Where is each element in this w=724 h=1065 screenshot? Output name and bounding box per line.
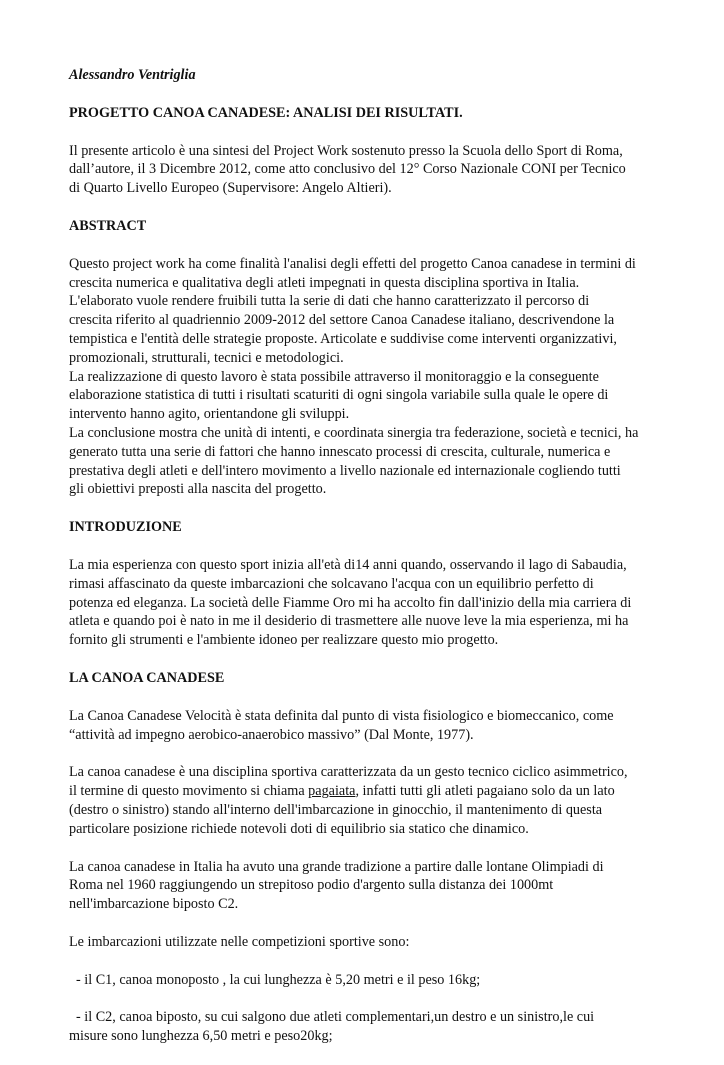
text-line: atleta e quando poi è nato in me il desiderio di trasmettere alle nuove leve la mia esperienza, mi ha	[69, 613, 629, 630]
document-title: PROGETTO CANOA CANADESE: ANALISI DEI RISULTATI.	[69, 104, 463, 121]
text-line: dall’autore, il 3 Dicembre 2012, come atto conclusivo del 12° Corso Nazionale CONI per Tecnico	[69, 161, 626, 178]
text-line: tempistica e l'entità delle strategie proposte. Articolate e suddivise come interventi organizzativi,	[69, 330, 617, 347]
text-line: - il C1, canoa monoposto , la cui lunghezza è 5,20 metri e il peso 16kg;	[76, 971, 481, 988]
text-line: fornito gli strumenti e l'ambiente idoneo per realizzare questo mio progetto.	[69, 632, 499, 649]
text-line: Le imbarcazioni utilizzate nelle competizioni sportive sono:	[69, 933, 410, 950]
canoa-history-paragraph	[69, 858, 661, 914]
intro-paragraph	[69, 142, 661, 198]
text-line: rimasi affascinato da queste imbarcazioni che solcavano l'acqua con un equilibrio perfetto di	[69, 575, 594, 592]
author-name: Alessandro Ventriglia	[69, 67, 196, 83]
text-line: particolare posizione richiede notevoli doti di equilibrio sia statico che dinamico.	[69, 820, 529, 837]
text-line: promozionali, strutturali, tecnici e metodologici.	[69, 349, 344, 366]
text-line: (destro o sinistro) stando all'interno dell'imbarcazione in ginocchio, il mantenimento di questa	[69, 801, 603, 818]
text-line: intervento hanno agito, orientandone gli sviluppi.	[69, 406, 350, 423]
text-line: prestativa degli atleti e dell'intero movimento a livello nazionale ed internazionale cogliendo tutti	[69, 462, 621, 479]
text-line: gli obiettivi preposti alla nascita del progetto.	[69, 481, 327, 498]
text-line: nell'imbarcazione biposto C2.	[69, 896, 239, 913]
text-line: Il presente articolo è una sintesi del Project Work sostenuto presso la Scuola dello Sport di Roma,	[69, 142, 623, 159]
abstract-heading: ABSTRACT	[69, 217, 147, 234]
text-line	[69, 782, 661, 801]
text-line: La canoa canadese in Italia ha avuto una grande tradizione a partire dalle lontane Olimpiadi di	[69, 858, 604, 875]
text-line: potenza ed eleganza. La società delle Fiamme Oro mi ha accolto fin dall'inizio della mia carriera di	[69, 594, 632, 611]
text-line: La Canoa Canadese Velocità è stata definita dal punto di vista fisiologico e biomeccanico, come	[69, 707, 614, 724]
list-item-c2	[69, 1008, 661, 1046]
text-fragment: , infatti tutti gli atleti pagaiano solo da un lato	[355, 783, 615, 800]
text-line: - il C2, canoa biposto, su cui salgono due atleti complementari,un destro e un sinistro,le cui	[76, 1009, 595, 1026]
abstract-paragraph	[69, 255, 661, 499]
pagaiata-term: pagaiata	[308, 783, 356, 800]
text-line: elaborazione statistica di tutti i risultati scaturiti di ogni singola variabile sulla quale le opere di	[69, 387, 609, 404]
canoa-definition-paragraph	[69, 707, 661, 745]
text-line: “attività ad impegno aerobico-anaerobico massivo” (Dal Monte, 1977).	[69, 726, 474, 743]
canoa-canadese-heading: LA CANOA CANADESE	[69, 669, 225, 686]
text-line: Roma nel 1960 raggiungendo un strepitoso podio d'argento sulla distanza dei 1000mt	[69, 877, 554, 894]
text-line: La realizzazione di questo lavoro è stata possibile attraverso il monitoraggio e la conseguente	[69, 368, 599, 385]
text-line: misure sono lunghezza 6,50 metri e peso20kg;	[69, 1028, 333, 1045]
text-line: di Quarto Livello Europeo (Supervisore: Angelo Altieri).	[69, 180, 392, 197]
text-line: generato tutta una serie di fattori che hanno innescato processi di crescita, culturale, numerica e	[69, 443, 611, 460]
canoa-discipline-paragraph	[69, 763, 661, 838]
introduzione-paragraph	[69, 556, 661, 650]
list-item-c1	[69, 971, 661, 990]
text-line: La conclusione mostra che unità di intenti, e coordinata sinergia tra federazione, società e tecnici, ha	[69, 424, 639, 441]
text-line: crescita numerica e qualitativa degli atleti impegnati in questa disciplina sportiva in Italia.	[69, 274, 580, 291]
text-fragment: il termine di questo movimento si chiama	[69, 783, 309, 800]
text-line: La canoa canadese è una disciplina sportiva caratterizzata da un gesto tecnico ciclico asimmetrico,	[69, 764, 628, 781]
document-page	[69, 66, 661, 1065]
boats-intro-paragraph	[69, 933, 661, 952]
text-line: crescita riferito al quadriennio 2009-2012 del settore Canoa Canadese italiano, descrivendone la	[69, 312, 615, 329]
text-line: L'elaborato vuole rendere fruibili tutta la serie di dati che hanno caratterizzato il percorso di	[69, 293, 590, 310]
text-line: La mia esperienza con questo sport inizia all'età di14 anni quando, osservando il lago di Sabaudia,	[69, 556, 627, 573]
text-line: Questo project work ha come finalità l'analisi degli effetti del progetto Canoa canadese in termini di	[69, 255, 636, 272]
introduzione-heading: INTRODUZIONE	[69, 519, 182, 536]
